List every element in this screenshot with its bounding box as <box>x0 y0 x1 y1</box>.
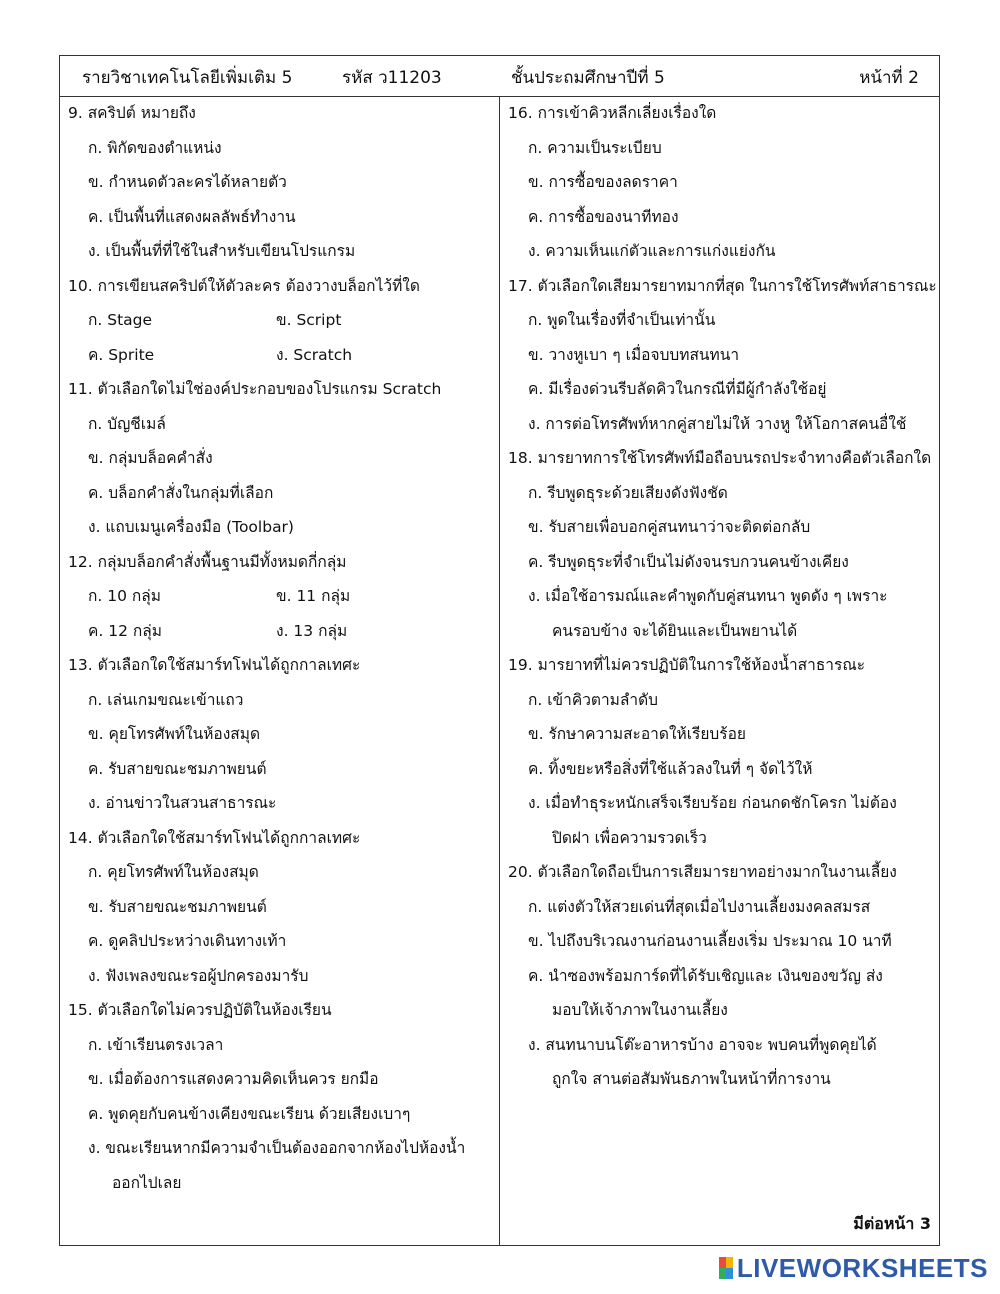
continued-note: มีต่อหน้า 3 <box>853 1214 931 1233</box>
answer-option: ง. สนทนาบนโต๊ะอาหารบ้าง อาจจะ พบคนที่พูดคุยได้ <box>528 1035 877 1054</box>
worksheet-page <box>59 55 940 1246</box>
answer-option: ก. พูดในเรื่องที่จำเป็นเท่านั้น <box>528 311 716 329</box>
answer-option-continued: ปิดฝา เพื่อความรวดเร็ว <box>552 828 707 847</box>
answer-option: ก. เข้าเรียนตรงเวลา <box>88 1035 224 1054</box>
answer-option: ค. เป็นพื้นที่แสดงผลลัพธ์ทำงาน <box>88 207 296 226</box>
answer-option: ค. การซื้อของนาทีทอง <box>528 207 679 226</box>
question-text: 11. ตัวเลือกใดไม่ใช่องค์ประกอบของโปรแกรม Scratch <box>68 380 442 398</box>
answer-option: ก. พิกัดของตำแหน่ง <box>88 138 222 157</box>
liveworksheets-logo <box>719 1253 988 1283</box>
answer-option: ก. คุยโทรศัพท์ในห้องสมุด <box>88 863 259 881</box>
question-text: 10. การเขียนสคริปต์ให้ตัวละคร ต้องวางบล็อกไว้ที่ใด <box>68 276 420 295</box>
answer-option: ค. ทิ้งขยะหรือสิ่งที่ใช้แล้วลงในที่ ๆ จัดไว้ให้ <box>528 759 813 778</box>
answer-option: ง. Scratch <box>276 345 353 364</box>
question-text: 19. มารยาทที่ไม่ควรปฏิบัติในการใช้ห้องน้ำสาธารณะ <box>508 656 866 674</box>
answer-option: ข. กำหนดตัวละครได้หลายตัว <box>88 173 287 191</box>
question-text: 18. มารยาทการใช้โทรศัพท์มือถือบนรถประจำทางคือตัวเลือกใด <box>508 449 932 467</box>
answer-option: ค. มีเรื่องด่วนรีบลัดคิวในกรณีที่มีผู้กำลังใช้อยู่ <box>528 380 827 398</box>
question-text: 17. ตัวเลือกใดเสียมารยาทมากที่สุด ในการใช้โทรศัพท์สาธารณะ <box>508 276 937 295</box>
answer-option: ค. บล็อกคำสั่งในกลุ่มที่เลือก <box>88 483 274 502</box>
column-divider <box>499 96 500 1245</box>
page-header <box>60 56 939 97</box>
answer-option: ง. เมื่อใช้อารมณ์และคำพูดกับคู่สนทนา พูดดัง ๆ เพราะ <box>528 587 888 605</box>
answer-option: ค. ดูคลิปประหว่างเดินทางเท้า <box>88 932 287 950</box>
question-text: 16. การเข้าคิวหลีกเลี่ยงเรื่องใด <box>508 104 717 122</box>
subject-code: รหัส ว11203 <box>342 68 442 88</box>
answer-option: ก. บัญชีเมล์ <box>88 414 166 433</box>
answer-option: ค. Sprite <box>88 345 155 364</box>
question-text: 14. ตัวเลือกใดใช้สมาร์ทโฟนได้ถูกกาลเทศะ <box>68 828 361 847</box>
answer-option: ข. Script <box>276 311 342 329</box>
answer-option: ก. 10 กลุ่ม <box>88 587 161 605</box>
answer-option: ง. เมื่อทำธุระหนักเสร็จเรียบร้อย ก่อนกดชักโครก ไม่ต้อง <box>528 794 897 812</box>
subject-title: รายวิชาเทคโนโลยีเพิ่มเติม 5 <box>82 68 293 88</box>
answer-option: ค. นำซองพร้อมการ์ดที่ได้รับเชิญและ เงินของขวัญ ส่ง <box>528 966 883 985</box>
logo-text: LIVEWORKSHEETS <box>736 1252 988 1283</box>
grade-level: ชั้นประถมศึกษาปีที่ 5 <box>511 68 665 88</box>
answer-option: ข. ไปถึงบริเวณงานก่อนงานเลี้ยงเริ่ม ประมาณ 10 นาที <box>528 932 892 950</box>
answer-option: ข. เมื่อต้องการแสดงความคิดเห็นควร ยกมือ <box>88 1070 379 1088</box>
answer-option: ง. แถบเมนูเครื่องมือ (Toolbar) <box>88 518 294 536</box>
answer-option: ง. อ่านข่าวในสวนสาธารณะ <box>88 794 277 812</box>
answer-option: ง. เป็นพื้นที่ที่ใช้ในสำหรับเขียนโปรแกรม <box>88 242 356 260</box>
answer-option: ค. รับสายขณะชมภาพยนต์ <box>88 759 267 778</box>
answer-option-continued: คนรอบข้าง จะได้ยินและเป็นพยานได้ <box>552 621 798 640</box>
answer-option: ง. ฟังเพลงขณะรอผู้ปกครองมารับ <box>88 966 309 985</box>
answer-option: ข. การซื้อของลดราคา <box>528 173 678 191</box>
answer-option: ข. รักษาความสะอาดให้เรียบร้อย <box>528 725 746 743</box>
question-text: 9. สคริปต์ หมายถึง <box>68 104 196 122</box>
answer-option: ข. รับสายขณะชมภาพยนต์ <box>88 897 267 916</box>
question-text: 13. ตัวเลือกใดใช้สมาร์ทโฟนได้ถูกกาลเทศะ <box>68 656 361 674</box>
answer-option: ก. ความเป็นระเบียบ <box>528 138 662 157</box>
answer-option: ง. 13 กลุ่ม <box>276 621 348 640</box>
answer-option-continued: ออกไปเลย <box>112 1173 182 1192</box>
page-number: หน้าที่ 2 <box>859 68 919 88</box>
question-text: 12. กลุ่มบล็อกคำสั่งพื้นฐานมีทั้งหมดกี่กลุ่ม <box>68 552 347 571</box>
answer-option: ข. 11 กลุ่ม <box>276 587 351 605</box>
answer-option: ง. ขณะเรียนหากมีความจำเป็นต้องออกจากห้องไปห้องน้ำ <box>88 1139 466 1157</box>
answer-option: ก. Stage <box>88 311 153 329</box>
answer-option: ข. คุยโทรศัพท์ในห้องสมุด <box>88 725 261 743</box>
answer-option: ก. เข้าคิวตามลำดับ <box>528 690 659 709</box>
answer-option-continued: มอบให้เจ้าภาพในงานเลี้ยง <box>552 1001 728 1019</box>
answer-option: ง. การต่อโทรศัพท์หากคู่สายไม่ให้ วางหู ให้โอกาสคนอื่ใช้ <box>528 414 907 433</box>
answer-option: ก. แต่งตัวให้สวยเด่นที่สุดเมื่อไปงานเลี้ยงมงคลสมรส <box>528 897 871 916</box>
answer-option: ค. รีบพูดธุระที่จำเป็นไม่ดังจนรบกวนคนข้างเคียง <box>528 552 849 571</box>
question-text: 15. ตัวเลือกใดไม่ควรปฏิบัติในห้องเรียน <box>68 1001 332 1019</box>
question-text: 20. ตัวเลือกใดถือเป็นการเสียมารยาทอย่างมากในงานเลี้ยง <box>508 863 897 881</box>
answer-option: ง. ความเห็นแก่ตัวและการแก่งแย่งกัน <box>528 242 776 260</box>
answer-option: ค. พูดคุยกับคนข้างเคียงขณะเรียน ด้วยเสียงเบาๆ <box>88 1104 411 1123</box>
answer-option: ข. วางหูเบา ๆ เมื่อจบบทสนทนา <box>528 345 740 364</box>
answer-option: ข. รับสายเพื่อบอกคู่สนทนาว่าจะติดต่อกลับ <box>528 518 811 536</box>
answer-option: ข. กลุ่มบล็อคคำสั่ง <box>88 449 213 467</box>
answer-option: ค. 12 กลุ่ม <box>88 621 162 640</box>
answer-option: ก. เล่นเกมขณะเข้าแถว <box>88 690 244 709</box>
logo-mark-icon <box>719 1257 733 1279</box>
answer-option-continued: ถูกใจ สานต่อสัมพันธภาพในหน้าที่การงาน <box>552 1070 831 1088</box>
answer-option: ก. รีบพูดธุระด้วยเสียงดังฟังชัด <box>528 483 728 502</box>
